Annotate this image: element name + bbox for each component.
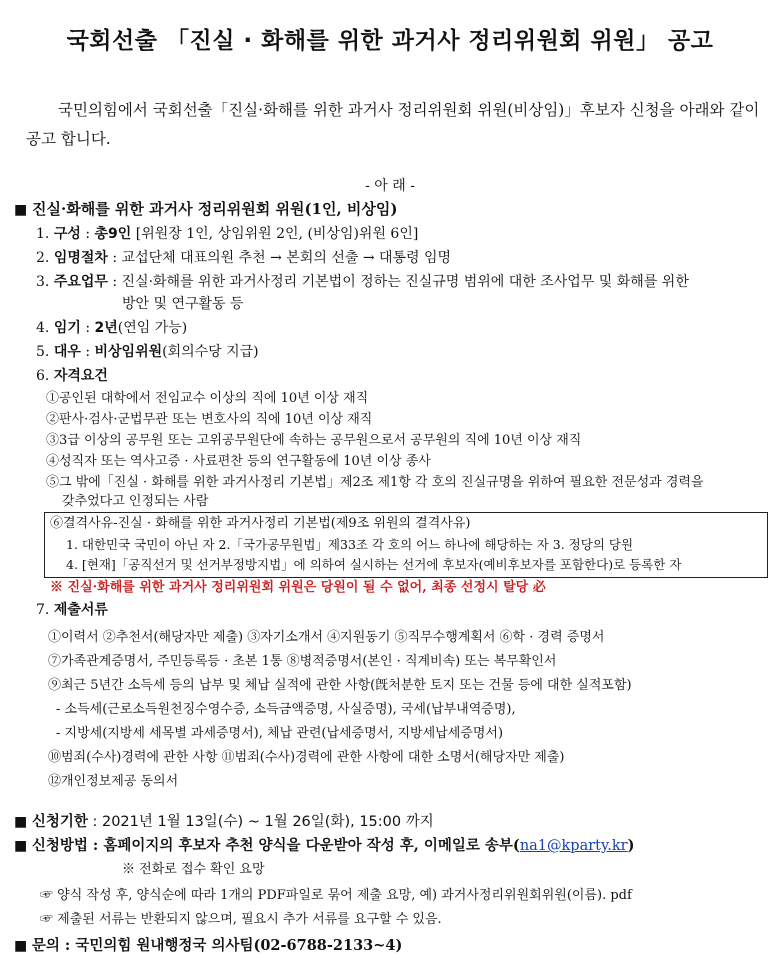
- document-line-1: ①이력서 ②추천서(해당자만 제출) ③자기소개서 ④지원동기 ⑤직무수행계획서 ⑥학 · 경력 증명서: [48, 630, 605, 645]
- item-duties-cont: 방안 및 연구활동 등: [122, 296, 244, 312]
- document-line-6: ⑩범죄(수사)경력에 관한 사항 ⑪범죄(수사)경력에 관한 사항에 대한 소명서(해당자만 제출): [48, 750, 565, 765]
- email-link[interactable]: na1@kparty.kr: [519, 838, 628, 854]
- square-bullet-icon: ■: [14, 814, 28, 830]
- party-membership-warning: ※ 진실·화해를 위한 과거사 정리위원회 위원은 당원이 될 수 없어, 최종 선정시 탈당 必: [50, 580, 546, 595]
- qualification-5: ⑤그 밖에「진실 · 화해를 위한 과거사정리 기본법」제2조 제1항 각 호의 진실규명을 위하여 필요한 전문성과 경력을: [46, 475, 704, 490]
- deadline-label: 신청기한: [31, 814, 88, 830]
- phone-confirm-note: ※ 전화로 접수 확인 요망: [122, 862, 265, 877]
- qualification-5-cont: 갖추었다고 인정되는 사람: [62, 494, 209, 509]
- intro-paragraph: 국민의힘에서 국회선출「진실·화해를 위한 과거사 정리위원회 위원(비상임)」후보자 신청을 아래와 같이 공고 합니다.: [26, 101, 760, 148]
- disqualification-title: ⑥결격사유-진실 · 화해를 위한 과거사정리 기본법(제9조 위원의 결격사유): [50, 516, 471, 531]
- disqualification-line-1: 1. 대한민국 국민이 아닌 자 2.「국가공무원법」제33조 각 호의 어느 하나에 해당하는 자 3. 정당의 당원: [66, 537, 634, 552]
- document-line-3: ⑨최근 5년간 소득세 등의 납부 및 체납 실적에 관한 사항(旣처분한 토지 또는 건물 등에 대한 실적포함): [48, 678, 632, 693]
- qualification-1: ①공인된 대학에서 전임교수 이상의 직에 10년 이상 재직: [46, 391, 369, 406]
- contact-row: [14, 936, 402, 956]
- section-heading: [14, 199, 398, 220]
- section-title: 진실·화해를 위한 과거사 정리위원회 위원(1인, 비상임): [32, 200, 398, 218]
- method-label: 신청방법: [31, 838, 88, 854]
- item-composition: 1. 구성 : 총9인 [위원장 1인, 상임위원 2인, (비상임)위원 6인]: [36, 226, 419, 242]
- pointing-hand-icon: ☞: [40, 912, 54, 927]
- item-qualifications: 6. 자격요건: [36, 368, 108, 384]
- square-bullet-icon: ■: [14, 938, 28, 954]
- method-value: : 홈페이지의 후보자 추천 양식을 다운받아 작성 후, 이메일로 송부(: [87, 837, 520, 854]
- item-documents: 7. 제출서류: [36, 602, 108, 618]
- item-pay: 5. 대우 : 비상임위원(회의수당 지급): [36, 344, 259, 360]
- deadline-row: [14, 812, 434, 832]
- document-line-4: - 소득세(근로소득원천징수영수증, 소득금액증명, 사실증명), 국세(납부내역증명),: [56, 702, 516, 717]
- square-bullet-icon: ■: [14, 838, 28, 854]
- notice-heading: - 아 래 -: [365, 178, 415, 194]
- item-term: 4. 임기 : 2년(연임 가능): [36, 320, 188, 336]
- document-line-7: ⑫개인정보제공 동의서: [48, 774, 179, 789]
- method-row: ■ 신청방법 : 홈페이지의 후보자 추천 양식을 다운받아 작성 후, 이메일로 송부(na1@kparty.kr): [14, 837, 635, 854]
- note-return: ☞ 제출된 서류는 반환되지 않으며, 필요시 추가 서류를 요구할 수 있음.: [40, 912, 442, 927]
- item-duties: 3. 주요업무 : 진실·화해를 위한 과거사정리 기본법이 정하는 진실규명 범위에 대한 조사업무 및 화해를 위한: [36, 274, 689, 290]
- qualification-4: ④성직자 또는 역사고증 · 사료편찬 등의 연구활동에 10년 이상 종사: [46, 454, 431, 469]
- item-procedure: 2. 임명절차 : 교섭단체 대표의원 추천 → 본회의 선출 → 대통령 임명: [36, 250, 452, 266]
- square-bullet-icon: ■: [14, 202, 28, 218]
- note-pdf: ☞ 양식 작성 후, 양식순에 따라 1개의 PDF파일로 묶어 제출 요망, 예) 과거사정리위원회위원(이름). pdf: [40, 888, 632, 903]
- document-line-2: ⑦가족관계증명서, 주민등록등 · 초본 1통 ⑧병적증명서(본인 · 직계비속) 또는 복무확인서: [48, 654, 557, 669]
- qualification-2: ②판사·검사·군법무관 또는 변호사의 직에 10년 이상 재직: [46, 412, 373, 427]
- document-line-5: - 지방세(지방세 세목별 과세증명서), 체납 관련(납세증명서, 지방세납세증명서): [56, 726, 504, 741]
- disqualification-line-2: 4. [현재]「공직선거 및 선거부정방지법」에 의하여 실시하는 선거에 후보자(예비후보자를 포함한다)로 등록한 자: [66, 557, 682, 572]
- qualification-3: ③3급 이상의 공무원 또는 고위공무원단에 속하는 공무원으로서 공무원의 직에 10년 이상 재직: [46, 433, 582, 448]
- pointing-hand-icon: ☞: [40, 888, 54, 903]
- contact-label: 문의: [31, 938, 60, 954]
- deadline-value: : 2021년 1월 13일(수) ~ 1월 26일(화), 15:00 까지: [87, 814, 434, 830]
- page-title: 국회선출 「진실 · 화해를 위한 과거사 정리위원회 위원」 공고: [66, 28, 714, 54]
- contact-value: : 국민의힘 원내행정국 의사팀(02-6788-2133~4): [59, 937, 403, 954]
